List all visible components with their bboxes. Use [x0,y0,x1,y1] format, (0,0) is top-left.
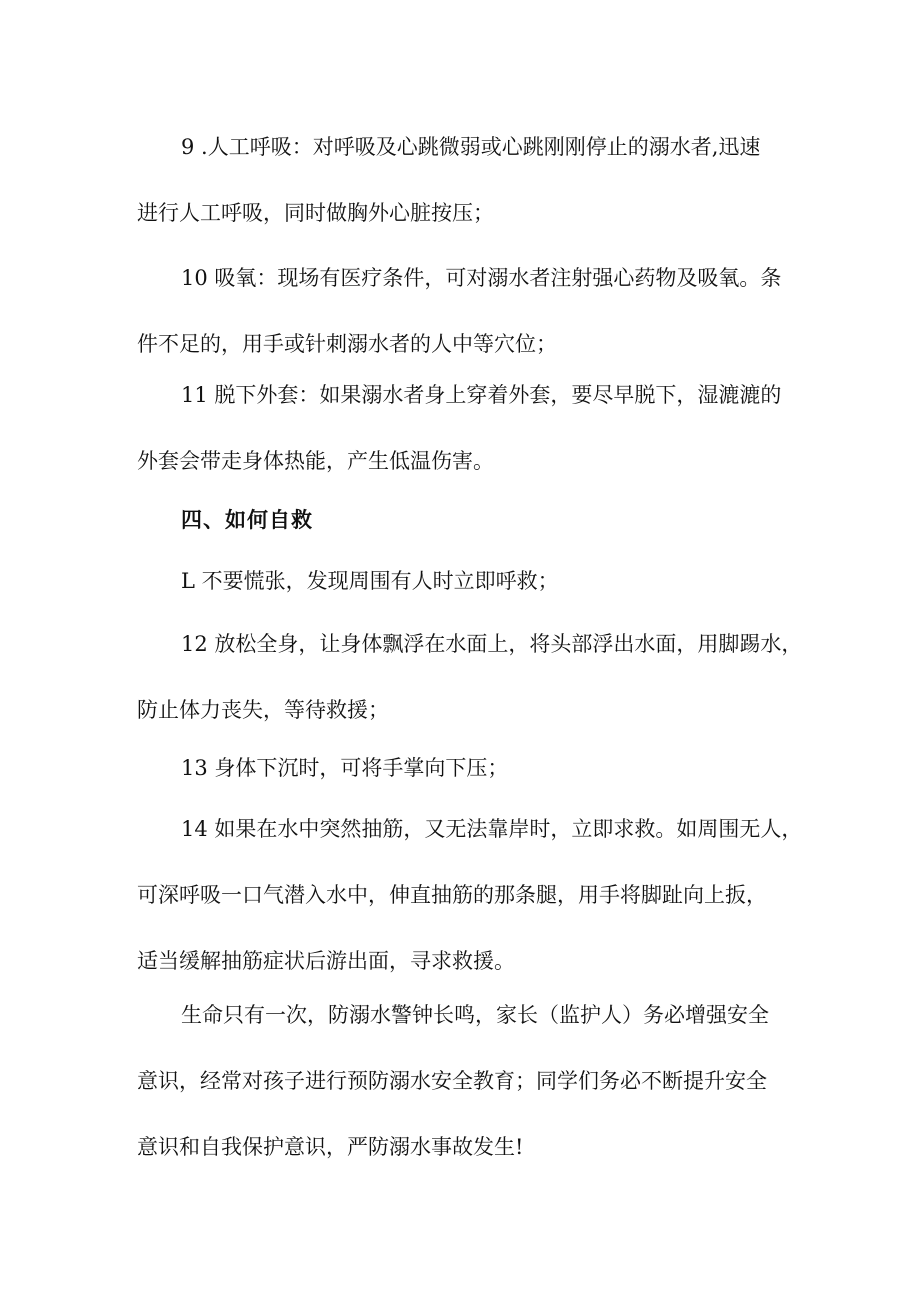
text-line: 生命只有一次，防溺水警钟长鸣，家长（监护人）务必增强安全 [181,1003,769,1027]
text-line: 意识和自我保护意识，严防溺水事故发生! [137,1135,524,1159]
text-line: 防止体力丧失，等待救援； [137,698,389,722]
paragraph-press-palms [137,735,792,801]
text-line: 14 如果在水中突然抽筋，又无法靠岸时，立即求救。如周围无人， [181,817,803,841]
paragraph-closing [137,982,792,1180]
text-line: 进行人工呼吸，同时做胸外心脏按压； [137,201,494,225]
text-line: 9 .人工呼吸：对呼吸及心跳微弱或心跳刚刚停止的溺水者,迅速 [181,135,761,159]
text-line: 件不足的，用手或针刺溺水者的人中等穴位； [137,332,557,356]
paragraph-relax-body [137,611,803,743]
paragraph-artificial-respiration [137,114,792,246]
text-line: 12 放松全身，让身体飘浮在水面上，将头部浮出水面，用脚踢水， [181,632,803,656]
text-line: 外套会带走身体热能，产生低温伤害。 [137,449,494,473]
text-line: 10 吸氧：现场有医疗条件，可对溺水者注射强心药物及吸氧。条 [181,266,782,290]
text-line: L 不要慌张，发现周围有人时立即呼救； [181,569,559,593]
text-line: 可深呼吸一口气潜入水中，伸直抽筋的那条腿，用手将脚趾向上扳， [137,883,767,907]
paragraph-oxygen [137,245,792,377]
text-line: 适当缓解抽筋症状后游出面，寻求救援。 [137,949,515,973]
text-line: 意识，经常对孩子进行预防溺水安全教育；同学们务必不断提升安全 [137,1069,767,1093]
text-line: 13 身体下沉时，可将手掌向下压； [181,756,509,780]
paragraph-cramp [137,796,803,994]
paragraph-dont-panic [137,548,792,614]
paragraph-remove-coat [137,362,792,494]
text-line: 11 脱下外套：如果溺水者身上穿着外套，要尽早脱下，湿漉漉的 [181,383,782,407]
section-heading: 四、如何自救 [181,508,313,532]
